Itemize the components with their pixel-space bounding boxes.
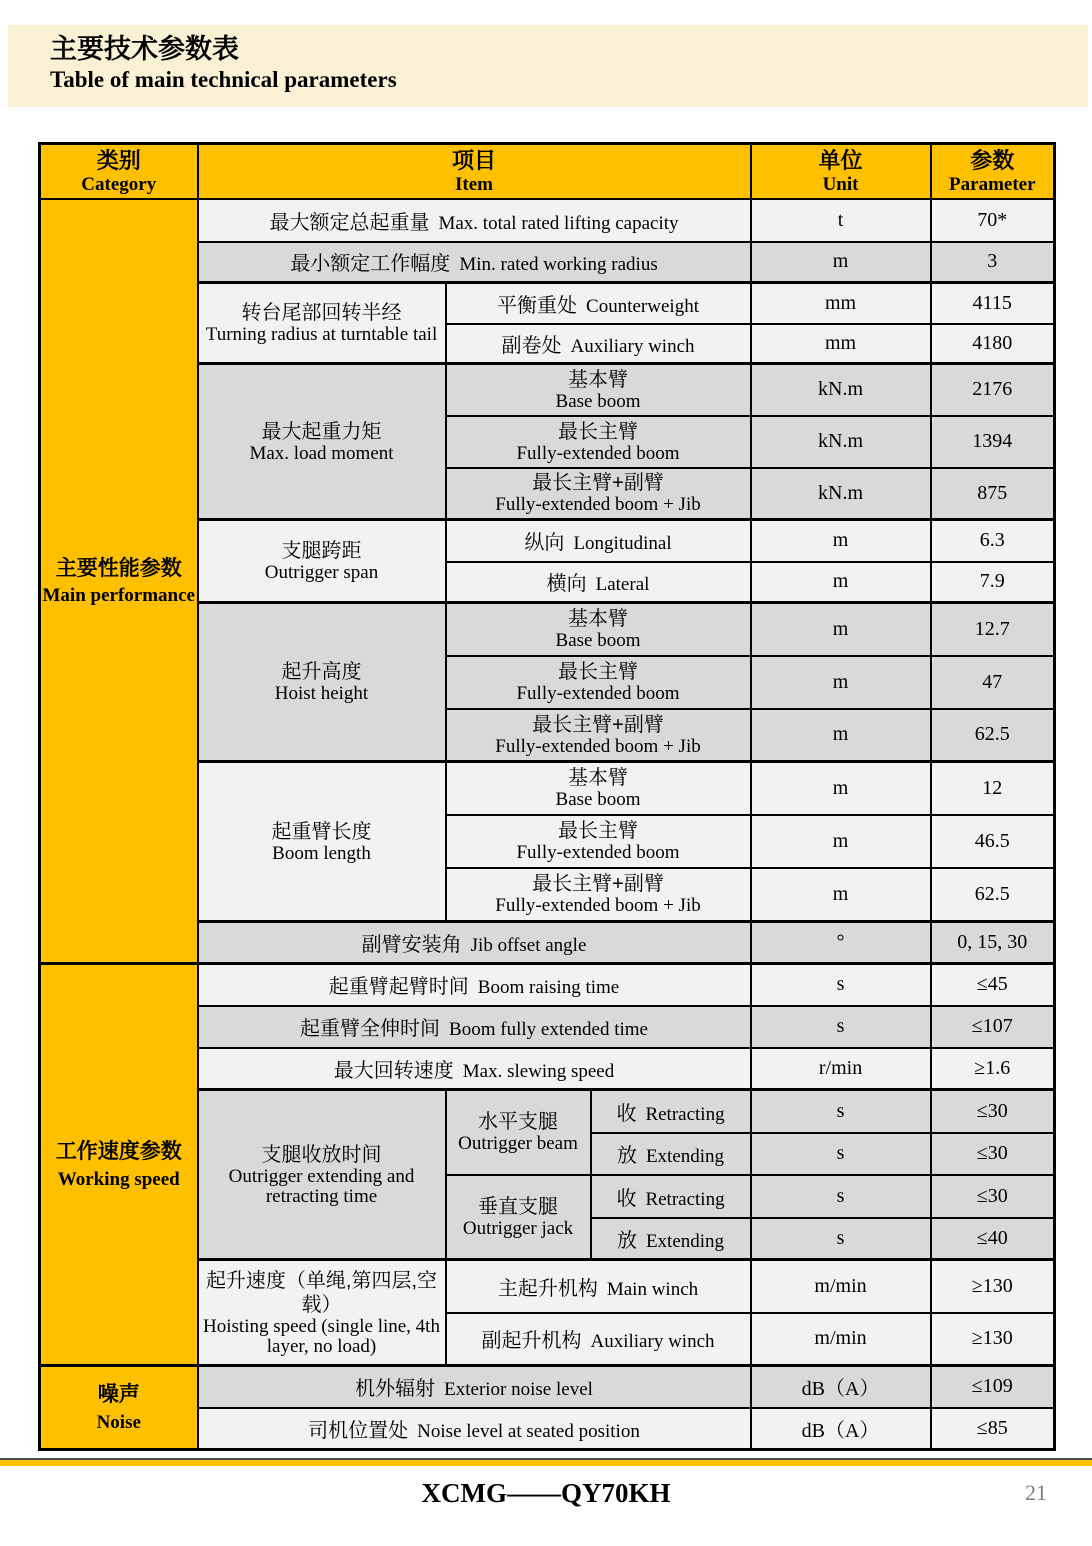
param-cell: 62.5 (931, 709, 1055, 762)
group-load-moment: 最大起重力矩 Max. load moment (198, 364, 446, 520)
item-base-boom-moment: 基本臂 Base boom (446, 364, 751, 416)
category-main-performance (40, 199, 198, 964)
group-hoisting-speed: 起升速度（单绳,第四层,空载） Hoisting speed (single line, 4th layer, no load) (198, 1260, 446, 1366)
page-number: 21 (1025, 1480, 1047, 1505)
unit-cell: mm (751, 324, 931, 364)
table-row (40, 199, 1055, 242)
param-cell: 12.7 (931, 603, 1055, 656)
unit-cell: ° (751, 922, 931, 964)
param-cell: 2176 (931, 364, 1055, 416)
unit-cell: m (751, 603, 931, 656)
param-cell: 0, 15, 30 (931, 922, 1055, 964)
item-counterweight: 平衡重处 Counterweight (446, 283, 751, 324)
item-extended-boom-height: 最长主臂 Fully-extended boom (446, 656, 751, 709)
unit-cell: dB（A） (751, 1366, 931, 1408)
param-cell: ≤107 (931, 1006, 1055, 1048)
col-header-item-en: Item (455, 173, 493, 195)
unit-cell: s (751, 1090, 931, 1133)
group-outrigger-time: 支腿收放时间 Outrigger extending and retracting time (198, 1090, 446, 1260)
unit-cell: m/min (751, 1313, 931, 1366)
param-cell: ≤85 (931, 1408, 1055, 1450)
item-seated-noise: 司机位置处 Noise level at seated position (198, 1408, 751, 1450)
group-outrigger-beam: 水平支腿 Outrigger beam (446, 1090, 591, 1175)
item-jib-offset-angle: 副臂安装角 Jib offset angle (198, 922, 751, 964)
item-exterior-noise: 机外辐射 Exterior noise level (198, 1366, 751, 1408)
col-header-category (40, 144, 198, 199)
unit-cell: s (751, 964, 931, 1006)
item-base-boom-length: 基本臂 Base boom (446, 762, 751, 815)
category-label-en: Noise (96, 1411, 141, 1433)
param-cell: 70* (931, 199, 1055, 242)
col-header-item (198, 144, 751, 199)
item-main-winch: 主起升机构 Main winch (446, 1260, 751, 1313)
footer-divider (0, 1458, 1092, 1467)
parameters-table (38, 142, 1056, 1451)
param-cell: 6.3 (931, 520, 1055, 562)
item-boom-jib-moment: 最长主臂+副臂 Fully-extended boom + Jib (446, 468, 751, 520)
col-header-parameter (931, 144, 1055, 199)
param-cell: 47 (931, 656, 1055, 709)
unit-cell: m (751, 815, 931, 868)
unit-cell: kN.m (751, 416, 931, 468)
unit-cell: s (751, 1133, 931, 1175)
unit-cell: s (751, 1175, 931, 1218)
unit-cell: kN.m (751, 468, 931, 520)
unit-cell: m (751, 709, 931, 762)
item-boom-jib-length: 最长主臂+副臂 Fully-extended boom + Jib (446, 868, 751, 922)
unit-cell: s (751, 1006, 931, 1048)
unit-cell: r/min (751, 1048, 931, 1090)
unit-cell: m (751, 762, 931, 815)
param-cell: ≥1.6 (931, 1048, 1055, 1090)
param-cell: ≤45 (931, 964, 1055, 1006)
unit-cell: m (751, 868, 931, 922)
col-header-unit-en: Unit (822, 173, 859, 195)
item-beam-retracting: 收 Retracting (591, 1090, 751, 1133)
item-boom-raising-time: 起重臂起臂时间 Boom raising time (198, 964, 751, 1006)
item-extended-boom-length: 最长主臂 Fully-extended boom (446, 815, 751, 868)
col-header-unit (751, 144, 931, 199)
group-outrigger-span: 支腿跨距 Outrigger span (198, 520, 446, 603)
unit-cell: mm (751, 283, 931, 324)
unit-cell: dB（A） (751, 1408, 931, 1450)
param-cell: 7.9 (931, 562, 1055, 603)
col-header-parameter-en: Parameter (949, 173, 1036, 195)
col-header-category-zh: 类别 (96, 148, 141, 174)
col-header-unit-zh: 单位 (818, 148, 863, 174)
param-cell: ≤109 (931, 1366, 1055, 1408)
col-header-parameter-zh: 参数 (970, 148, 1015, 174)
category-label-zh: 工作速度参数 (55, 1140, 182, 1164)
group-turning-radius: 转台尾部回转半经 Turning radius at turntable tail (198, 283, 446, 364)
category-label-zh: 噪声 (97, 1383, 140, 1407)
table-row (40, 964, 1055, 1006)
category-label-en: Main performance (42, 585, 195, 607)
unit-cell: m (751, 242, 931, 283)
unit-cell: t (751, 199, 931, 242)
param-cell: 4115 (931, 283, 1055, 324)
param-cell: ≤40 (931, 1218, 1055, 1260)
param-cell: ≤30 (931, 1090, 1055, 1133)
item-jack-extending: 放 Extending (591, 1218, 751, 1260)
param-cell: ≤30 (931, 1175, 1055, 1218)
item-auxiliary-winch-radius: 副卷处 Auxiliary winch (446, 324, 751, 364)
footer-divider-gold-line (0, 1460, 1092, 1466)
group-hoist-height: 起升高度 Hoist height (198, 603, 446, 762)
unit-cell: m (751, 656, 931, 709)
item-jack-retracting: 收 Retracting (591, 1175, 751, 1218)
param-cell: 12 (931, 762, 1055, 815)
header-row (40, 144, 1055, 199)
param-cell: ≤30 (931, 1133, 1055, 1175)
item-min-working-radius: 最小额定工作幅度 Min. rated working radius (198, 242, 751, 283)
unit-cell: m (751, 562, 931, 603)
category-label-zh: 主要性能参数 (55, 556, 182, 580)
param-cell: 62.5 (931, 868, 1055, 922)
unit-cell: kN.m (751, 364, 931, 416)
category-label-en: Working speed (57, 1168, 180, 1190)
param-cell: ≥130 (931, 1260, 1055, 1313)
item-max-slewing-speed: 最大回转速度 Max. slewing speed (198, 1048, 751, 1090)
item-extended-boom-moment: 最长主臂 Fully-extended boom (446, 416, 751, 468)
item-boom-jib-height: 最长主臂+副臂 Fully-extended boom + Jib (446, 709, 751, 762)
footer-brand: XCMG——QY70KH (421, 1478, 671, 1508)
group-outrigger-jack: 垂直支腿 Outrigger jack (446, 1175, 591, 1260)
unit-cell: s (751, 1218, 931, 1260)
page-title-zh: 主要技术参数表 (50, 34, 239, 64)
item-boom-extend-time: 起重臂全伸时间 Boom fully extended time (198, 1006, 751, 1048)
group-boom-length: 起重臂长度 Boom length (198, 762, 446, 922)
unit-cell: m (751, 520, 931, 562)
item-max-lifting-capacity: 最大额定总起重量 Max. total rated lifting capacity (198, 199, 751, 242)
col-header-item-zh: 项目 (452, 148, 497, 174)
unit-cell: m/min (751, 1260, 931, 1313)
category-noise (40, 1366, 198, 1450)
category-working-speed (40, 964, 198, 1366)
param-cell: 46.5 (931, 815, 1055, 868)
item-beam-extending: 放 Extending (591, 1133, 751, 1175)
item-base-boom-height: 基本臂 Base boom (446, 603, 751, 656)
param-cell: ≥130 (931, 1313, 1055, 1366)
param-cell: 4180 (931, 324, 1055, 364)
table-row (40, 1366, 1055, 1408)
param-cell: 1394 (931, 416, 1055, 468)
param-cell: 875 (931, 468, 1055, 520)
param-cell: 3 (931, 242, 1055, 283)
item-lateral-span: 横向 Lateral (446, 562, 751, 603)
title-band (8, 25, 1088, 107)
item-longitudinal-span: 纵向 Longitudinal (446, 520, 751, 562)
page-title-en: Table of main technical parameters (50, 67, 397, 93)
col-header-category-en: Category (81, 173, 157, 195)
item-auxiliary-winch: 副起升机构 Auxiliary winch (446, 1313, 751, 1366)
